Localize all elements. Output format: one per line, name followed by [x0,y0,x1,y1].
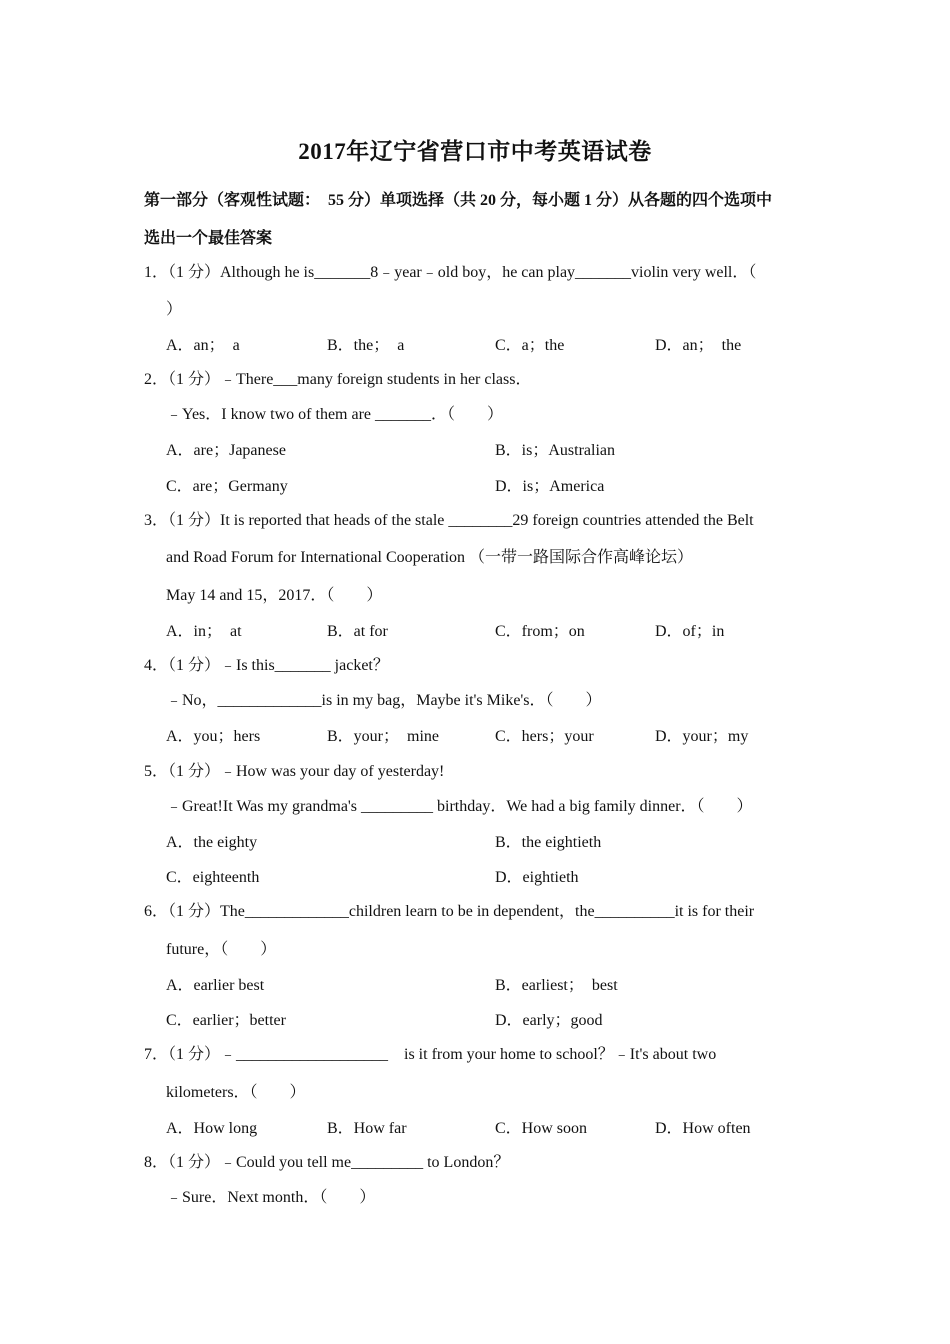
question-2-stem: 2．（1 分）﹣There___many foreign students in her class． [144,371,532,388]
question-5-option-d[interactable]: D．eightieth [495,869,579,886]
question-4-option-b[interactable]: B．your； mine [327,728,439,745]
question-5-option-b[interactable]: B．the eightieth [495,834,602,851]
question-3-stem: 3．（1 分）It is reported that heads of the stale ________29 foreign countries attended the Belt [144,512,754,529]
question-6-line2: future，（ ） [166,941,277,958]
question-7-option-c[interactable]: C．How soon [495,1120,588,1137]
question-7-stem: 7．（1 分）﹣___________________ is it from your home to school？﹣It's about two [144,1046,717,1063]
question-4-option-a[interactable]: A．you；hers [166,728,261,745]
question-1-stem: 1．（1 分）Although he is_______8﹣year﹣old boy，he can play_______violin very well．（ [144,264,757,281]
question-2-option-b[interactable]: B．is；Australian [495,442,615,459]
question-3-option-b[interactable]: B．at for [327,623,388,640]
question-2-option-c[interactable]: C．are；Germany [166,478,288,495]
question-6-option-b[interactable]: B．earliest； best [495,977,618,994]
page-title: 2017年辽宁省营口市中考英语试卷 [298,139,652,164]
question-7-line2: kilometers．（ ） [166,1084,306,1101]
question-1-option-c[interactable]: C．a；the [495,337,565,354]
question-4-stem: 4．（1 分）﹣Is this_______ jacket？ [144,657,389,674]
question-5-line2: ﹣Great!It Was my grandma's _________ birthday．We had a big family dinner．（ ） [166,798,753,815]
question-2-option-d[interactable]: D．is；America [495,478,605,495]
question-7-option-b[interactable]: B．How far [327,1120,407,1137]
question-7-option-d[interactable]: D．How often [655,1120,751,1137]
question-2-line2: ﹣Yes．I know two of them are _______．（ ） [166,406,504,423]
question-5-option-c[interactable]: C．eighteenth [166,869,260,886]
section-instruction-line1: 第一部分（客观性试题： 55 分）单项选择（共 20 分，每小题 1 分）从各题的四个选项中 [144,192,773,209]
question-4-option-d[interactable]: D．your；my [655,728,749,745]
question-6-option-a[interactable]: A．earlier best [166,977,265,994]
question-1-stem-cont: ） [166,301,183,318]
question-3-line3: May 14 and 15，2017．（ ） [166,587,383,604]
question-6-stem: 6．（1 分）The_____________children learn to be in dependent，the__________it is for their [144,903,755,920]
section-instruction-line2: 选出一个最佳答案 [144,230,273,247]
question-4-option-c[interactable]: C．hers；your [495,728,594,745]
question-5-stem: 5．（1 分）﹣How was your day of yesterday! [144,763,445,780]
question-7-option-a[interactable]: A．How long [166,1120,258,1137]
question-8-line2: ﹣Sure．Next month．（ ） [166,1189,376,1206]
question-3-line2: and Road Forum for International Cooperation （一带一路国际合作高峰论坛） [166,549,694,566]
question-1-option-a[interactable]: A．an； a [166,337,240,354]
question-6-option-d[interactable]: D．early；good [495,1012,603,1029]
question-4-line2: ﹣No，_____________is in my bag，Maybe it's Mike's．（ ） [166,692,602,709]
question-1-option-b[interactable]: B．the； a [327,337,405,354]
question-8-stem: 8．（1 分）﹣Could you tell me_________ to London？ [144,1154,510,1171]
question-3-option-d[interactable]: D．of；in [655,623,725,640]
question-6-option-c[interactable]: C．earlier；better [166,1012,286,1029]
question-1-option-d[interactable]: D．an； the [655,337,742,354]
question-3-option-a[interactable]: A．in； at [166,623,242,640]
question-3-option-c[interactable]: C．from；on [495,623,585,640]
question-2-option-a[interactable]: A．are；Japanese [166,442,286,459]
question-5-option-a[interactable]: A．the eighty [166,834,258,851]
